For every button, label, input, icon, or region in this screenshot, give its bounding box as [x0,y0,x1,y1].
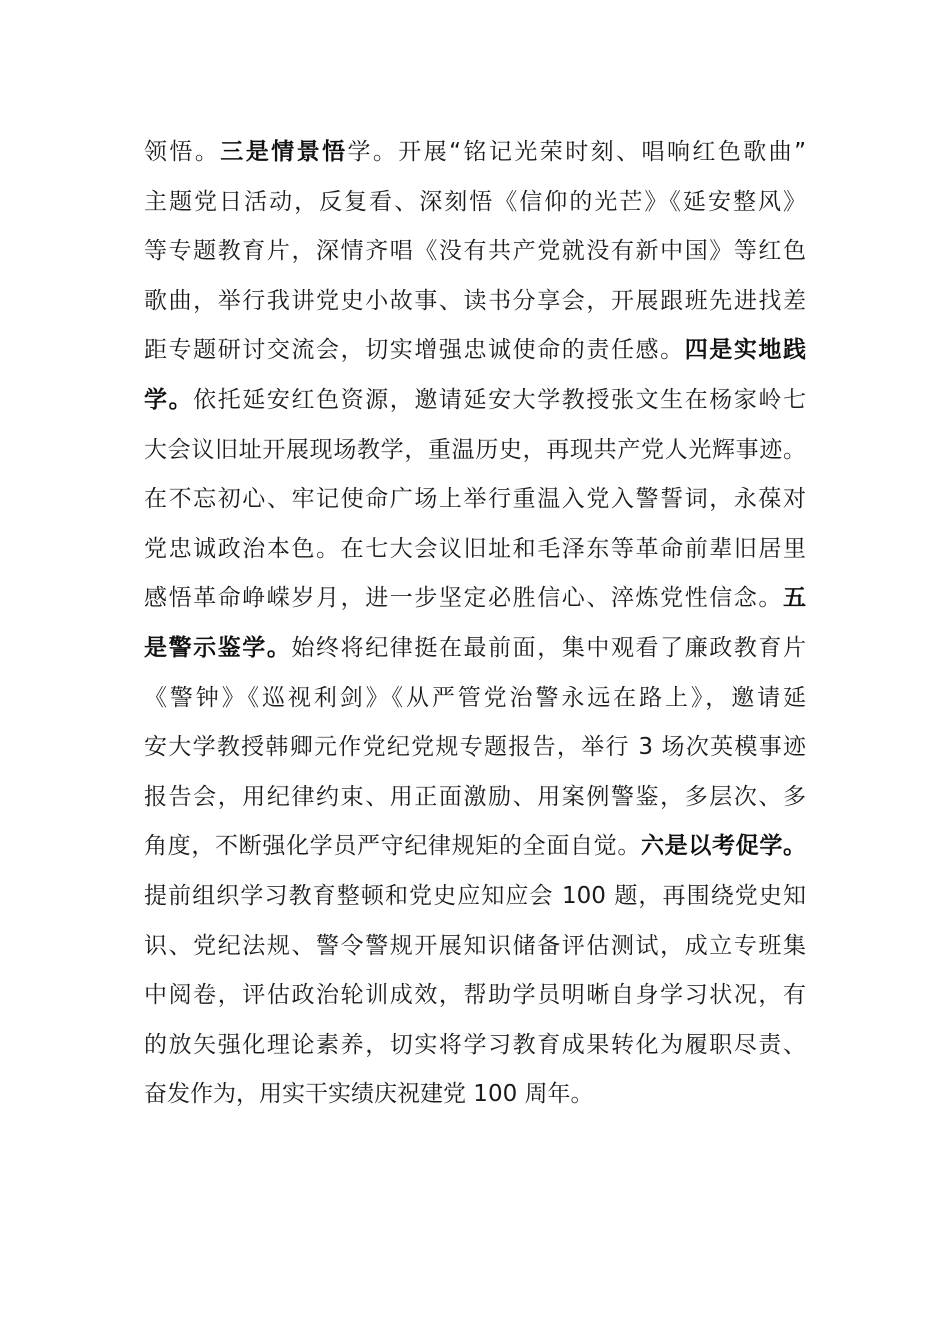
text-run: 提前组织学习教育整顿和党史应知应会 100 题，再围绕党史知 [144,882,806,909]
text-run: 党忠诚政治本色。在七大会议旧址和毛泽东等革命前辈旧居里 [144,535,806,562]
text-line [144,326,806,376]
text-line [144,922,806,972]
text-run: 中阅卷，评估政治轮训成效，帮助学员明晰自身学习状况，有 [144,982,806,1009]
text-line [144,674,806,724]
text-line [144,773,806,823]
text-run: 歌曲，举行我讲党史小故事、读书分享会，开展跟班先进找差 [144,287,806,314]
text-run: 奋发作为，用实干实绩庆祝建党 100 周年。 [144,1081,594,1108]
text-run: 等专题教育片，深情齐唱《没有共产党就没有新中国》等红色 [144,238,806,265]
text-line [144,872,806,922]
text-line-last [144,1070,806,1120]
text-line [144,574,806,624]
text-run: 的放矢强化理论素养，切实将学习教育成果转化为履职尽责、 [144,1031,806,1058]
text-run: 主题党日活动，反复看、深刻悟《信仰的光芒》《延安整风》 [144,188,806,215]
bold-run: 学。 [144,386,194,413]
bold-run: 三是情景悟 [220,139,348,165]
text-line [144,475,806,525]
text-line [144,525,806,575]
bold-run: 是警示鉴学。 [144,634,292,661]
text-line [144,277,806,327]
text-run: 安大学教授韩卿元作党纪党规专题报告，举行 3 场次英模事迹 [144,734,806,761]
text-line [144,178,806,228]
text-line [144,971,806,1021]
text-run: 报告会，用纪律约束、用正面激励、用案例警鉴，多层次、多 [144,783,806,810]
text-run: 依托延安红色资源，邀请延安大学教授张文生在杨家岭七 [193,386,807,413]
text-line [144,376,806,426]
text-line [144,227,806,277]
text-line [144,128,806,178]
text-line [144,624,806,674]
bold-run: 四是实地践 [684,337,807,364]
text-run: 距专题研讨交流会，切实增强忠诚使命的责任感。 [144,337,685,364]
text-run: 感悟革命峥嵘岁月，进一步坚定必胜信心、淬炼党性信念。 [144,585,783,612]
text-run: 领悟。 [144,139,221,165]
text-run: 《警钟》《巡视利剑》《从严管党治警永远在路上》，邀请延 [144,684,806,711]
text-line [144,426,806,476]
text-line [144,1021,806,1071]
bold-run: 五 [783,585,806,612]
text-run: 角度，不断强化学员严守纪律规矩的全面自觉。 [144,833,641,860]
body-paragraph [144,128,806,1120]
text-line [144,822,806,872]
text-run: 始终将纪律挺在最前面，集中观看了廉政教育片 [291,634,807,661]
text-line [144,723,806,773]
bold-run: 六是以考促学。 [641,833,807,860]
text-run: 识、党纪法规、警令警规开展知识储备评估测试，成立专班集 [144,932,806,959]
text-run: 学。开展“铭记光荣时刻、唱响红色歌曲” [347,139,807,165]
text-run: 在不忘初心、牢记使命广场上举行重温入党入警誓词，永葆对 [144,486,806,513]
text-run: 大会议旧址开展现场教学，重温历史，再现共产党人光辉事迹。 [144,436,806,463]
